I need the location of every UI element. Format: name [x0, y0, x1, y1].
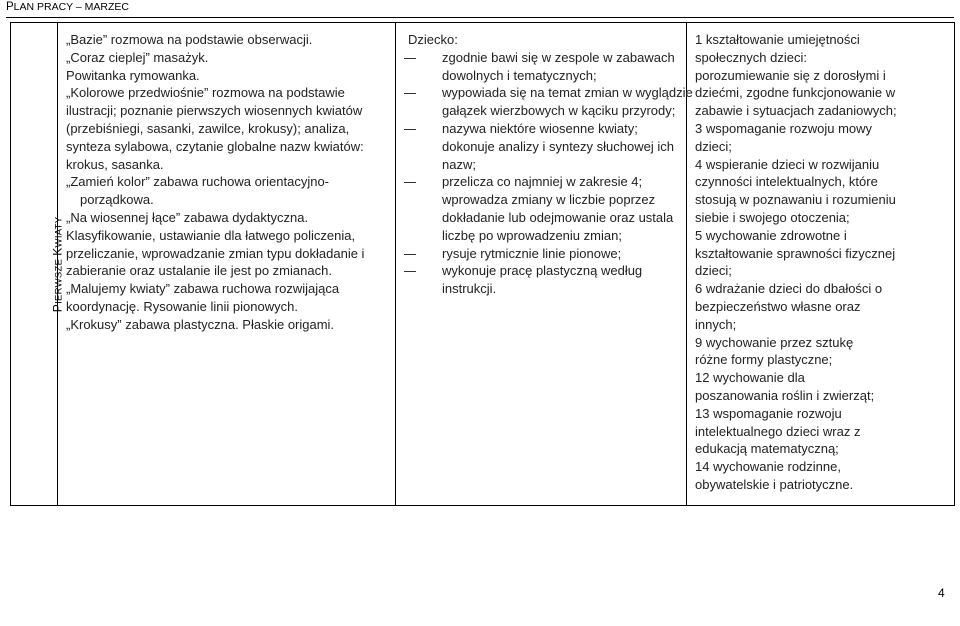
list-item	[400, 262, 682, 298]
page-number: 4	[938, 586, 945, 600]
activities-list	[58, 23, 395, 334]
goal-line: 6 wdrażanie dzieci do dbałości o	[695, 281, 883, 297]
goal-line: 9 wychowanie przez sztukę	[695, 334, 854, 350]
goal-line: dzieci;	[695, 263, 732, 279]
list-item	[400, 245, 682, 263]
list-item	[400, 84, 693, 120]
goal-line: dzieci;	[695, 138, 732, 154]
activity-line: przeliczanie, wprowadzanie zmian typu dokładanie i	[66, 245, 365, 261]
header-title: PLAN PRACY – MARZEC	[6, 1, 130, 13]
list-item-line: dowolnych i tematycznych;	[442, 67, 597, 83]
list-item-text	[442, 49, 682, 85]
goal-line: intelektualnego dzieci wraz z	[695, 423, 861, 439]
dash-bullet-icon	[400, 120, 442, 173]
page-header	[6, 0, 954, 18]
dash-bullet-icon	[400, 262, 442, 298]
activity-line: porządkowa.	[80, 192, 154, 208]
goal-line: stosują w poznawaniu i rozumieniu	[695, 192, 896, 208]
goal-line: innych;	[695, 316, 737, 332]
list-item-line: przelicza co najmniej w zakresie 4;	[442, 174, 643, 190]
goals-column	[687, 23, 955, 506]
list-item-line: liczbę po wprowadzeniu zmian;	[442, 227, 622, 243]
goal-line: porozumiewanie się z dorosłymi i	[695, 67, 886, 83]
table-row	[11, 23, 955, 506]
list-item-line: rysuje rytmicznie linie pionowe;	[442, 245, 622, 261]
list-item-line: nazywa niektóre wiosenne kwiaty;	[442, 120, 638, 136]
child-outcomes	[396, 23, 693, 298]
list-item-line: wprowadza zmiany w liczbie poprzez	[442, 192, 656, 208]
goal-line: 5 wychowanie zdrowotne i	[695, 227, 847, 243]
list-item-text	[442, 120, 682, 173]
goal-line: dziećmi, zgodne funkcjonowanie w	[695, 85, 896, 101]
activity-line: „Kolorowe przedwiośnie” rozmowa na podstawie	[66, 85, 345, 101]
child-outcomes-list	[400, 49, 693, 298]
list-item-line: instrukcji.	[442, 281, 497, 297]
goal-line: zabawie i sytuacjach zadaniowych;	[695, 103, 897, 119]
list-item-line: wypowiada się na temat zmian w wyglądzie	[442, 85, 693, 101]
activity-line: Powitanka rymowanka.	[66, 67, 200, 83]
list-item	[400, 120, 682, 173]
activity-line: (przebiśniegi, sasanki, zawilce, krokusy); analiza,	[66, 120, 350, 136]
list-item-line: nazw;	[442, 156, 476, 172]
goal-line: kształtowanie sprawności fizycznej	[695, 245, 896, 261]
child-outcomes-column	[396, 23, 693, 506]
list-item-line: dokładanie lub odejmowanie oraz ustala	[442, 209, 674, 225]
list-item-line: dokonuje analizy i syntezy słuchowej ich	[442, 138, 674, 154]
activity-line: „Zamień kolor” zabawa ruchowa orientacyjno-	[66, 174, 330, 190]
dash-bullet-icon	[400, 49, 442, 85]
activity-line: „Coraz cieplej” masażyk.	[66, 49, 209, 65]
goal-line: edukacją matematyczną;	[695, 441, 839, 457]
week-cell	[11, 23, 65, 506]
goal-line: społecznych dzieci:	[695, 49, 807, 65]
goal-line: 4 wspieranie dzieci w rozwijaniu	[695, 156, 880, 172]
list-item	[400, 173, 682, 244]
goal-line: 12 wychowanie dla	[695, 370, 805, 386]
list-item-line: gałązek wierzbowych w kąciku przyrody;	[442, 103, 676, 119]
list-item	[400, 49, 682, 85]
list-item-text	[442, 262, 682, 298]
list-item-text	[442, 84, 693, 120]
list-item-text	[442, 245, 682, 263]
goal-line: 3 wspomaganie rozwoju mowy	[695, 120, 873, 136]
goal-line: poszanowania roślin i zwierząt;	[695, 387, 875, 403]
activity-line: synteza sylabowa, czytanie globalne nazw kwiatów:	[66, 138, 364, 154]
activity-line: zabieranie oraz ustalanie ile jest po zmianach.	[66, 263, 332, 279]
activity-line: krokus, sasanka.	[66, 156, 164, 172]
activity-line: „Krokusy” zabawa plastyczna. Płaskie origami.	[66, 316, 335, 332]
plan-table	[10, 22, 955, 506]
goal-line: 14 wychowanie rodzinne,	[695, 459, 841, 475]
activity-line: „Malujemy kwiaty” zabawa ruchowa rozwijająca	[66, 281, 340, 297]
list-item-text	[442, 173, 682, 244]
activity-line: „Na wiosennej łące” zabawa dydaktyczna.	[66, 209, 309, 225]
activity-line: koordynację. Rysowanie linii pionowych.	[66, 298, 298, 314]
list-item-line: zgodnie bawi się w zespole w zabawach	[442, 49, 675, 65]
goal-line: różne formy plastyczne;	[695, 352, 833, 368]
goals-list	[687, 23, 954, 494]
goal-line: siebie i swojego otoczenia;	[695, 209, 850, 225]
goal-line: 13 wspomaganie rozwoju	[695, 405, 842, 421]
activity-line: ilustracji; poznanie pierwszych wiosennych kwiatów	[66, 103, 363, 119]
list-item-line: wykonuje pracę plastyczną według	[442, 263, 643, 279]
dash-bullet-icon	[400, 173, 442, 244]
child-heading: Dziecko:	[408, 32, 458, 47]
goal-line: bezpieczeństwo własne oraz	[695, 298, 861, 314]
goal-line: obywatelskie i patriotyczne.	[695, 476, 854, 492]
activity-line: Klasyfikowanie, ustawianie dla łatwego policzenia,	[66, 227, 356, 243]
dash-bullet-icon	[400, 245, 442, 263]
dash-bullet-icon	[400, 84, 442, 120]
activity-line: „Bazie” rozmowa na podstawie obserwacji.	[66, 32, 313, 47]
activities-column	[58, 23, 396, 506]
week-label: PIERWSZE KWIATY	[50, 216, 65, 313]
goal-line: czynności intelektualnych, które	[695, 174, 878, 190]
goal-line: 1 kształtowanie umiejętności	[695, 32, 860, 47]
